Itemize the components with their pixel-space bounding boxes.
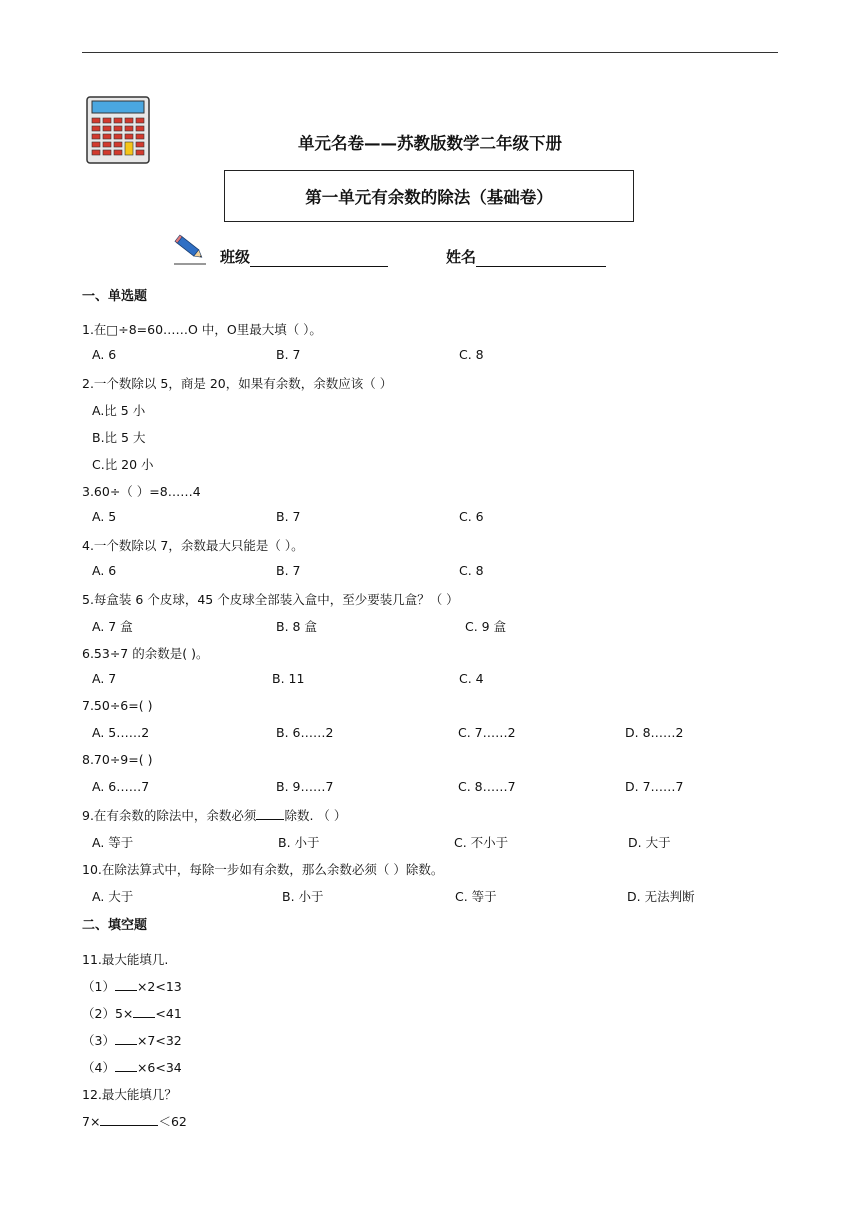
pencil-icon	[172, 232, 208, 266]
section-heading: 二、填空题	[82, 918, 148, 933]
option-b[interactable]: B. 7	[276, 563, 301, 578]
option-a[interactable]: A.比 5 小	[92, 403, 146, 418]
sub-question	[82, 1058, 182, 1076]
answer-blank[interactable]	[133, 1007, 155, 1018]
question-text: 11.最大能填几.	[82, 952, 169, 967]
option-b[interactable]: B. 11	[272, 671, 305, 686]
sub-question-label: （2）5×	[82, 1006, 134, 1021]
question-text: 4.一个数除以 7，余数最大只能是（ ）。	[82, 538, 304, 553]
answer-blank[interactable]	[256, 809, 284, 820]
option-d[interactable]: D. 8……2	[625, 725, 684, 740]
page-subtitle: 第一单元有余数的除法（基础卷）	[224, 170, 634, 222]
option-c[interactable]: C. 8	[459, 563, 484, 578]
option-c[interactable]: C. 4	[459, 671, 484, 686]
option-b[interactable]: B. 9……7	[276, 779, 334, 794]
option-a[interactable]: A. 6	[92, 563, 117, 578]
sub-question-label: 7×	[82, 1114, 101, 1129]
option-c[interactable]: C. 不小于	[454, 835, 509, 850]
question-text: 1.在□÷8=60……O 中，O里最大填（ ）。	[82, 322, 322, 337]
question-text	[82, 806, 346, 824]
question-text: 7.50÷6=( )	[82, 698, 153, 713]
question-text: 5.每盒装 6 个皮球，45 个皮球全部装入盒中，至少要装几盒？（ ）	[82, 592, 459, 607]
option-b[interactable]: B.比 5 大	[92, 430, 146, 445]
question-text-part: 9.在有余数的除法中，余数必须	[82, 808, 257, 823]
option-a[interactable]: A. 6	[92, 347, 117, 362]
option-a[interactable]: A. 7 盒	[92, 619, 133, 634]
sub-question-label: （4）	[82, 1060, 115, 1075]
class-label: 班级	[220, 248, 251, 266]
sub-question	[82, 1112, 187, 1130]
sub-question-label: （3）	[82, 1033, 115, 1048]
sub-question-expr: ×7<32	[136, 1033, 182, 1048]
option-c[interactable]: C. 7……2	[458, 725, 516, 740]
option-a[interactable]: A. 大于	[92, 889, 134, 904]
question-text: 8.70÷9=( )	[82, 752, 153, 767]
name-input-line[interactable]	[476, 250, 606, 267]
option-a[interactable]: A. 7	[92, 671, 117, 686]
option-c[interactable]: C. 8……7	[458, 779, 516, 794]
section-heading: 一、单选题	[82, 289, 148, 304]
question-text: 6.53÷7 的余数是( )。	[82, 646, 209, 661]
option-c[interactable]: C. 等于	[455, 889, 497, 904]
option-b[interactable]: B. 小于	[278, 835, 320, 850]
class-field	[220, 246, 388, 267]
sub-question-expr: ×2<13	[136, 979, 182, 994]
option-a[interactable]: A. 5……2	[92, 725, 150, 740]
answer-blank[interactable]	[115, 1034, 137, 1045]
option-c[interactable]: C. 6	[459, 509, 484, 524]
sub-question-expr: <41	[155, 1006, 182, 1021]
sub-question-label: （1）	[82, 979, 115, 994]
question-text: 2.一个数除以 5，商是 20，如果有余数，余数应该（ ）	[82, 376, 393, 391]
name-label: 姓名	[446, 248, 477, 266]
name-field	[446, 246, 606, 267]
question-text-part: 除数. （ ）	[284, 808, 347, 823]
option-c[interactable]: C. 9 盒	[465, 619, 507, 634]
option-b[interactable]: B. 6……2	[276, 725, 334, 740]
class-input-line[interactable]	[250, 250, 388, 267]
option-b[interactable]: B. 7	[276, 509, 301, 524]
question-text: 10.在除法算式中，每除一步如有余数，那么余数必须（ ）除数。	[82, 862, 444, 877]
question-text: 3.60÷（ ）=8……4	[82, 484, 201, 499]
option-b[interactable]: B. 8 盒	[276, 619, 317, 634]
sub-question	[82, 1031, 182, 1049]
option-c[interactable]: C. 8	[459, 347, 484, 362]
answer-blank[interactable]	[115, 1061, 137, 1072]
top-rule	[82, 52, 778, 53]
question-text: 12.最大能填几？	[82, 1087, 177, 1102]
option-d[interactable]: D. 无法判断	[627, 889, 695, 904]
sub-question-expr: ×6<34	[136, 1060, 182, 1075]
page-title: 单元名卷——苏教版数学二年级下册	[298, 134, 562, 153]
sub-question	[82, 977, 182, 995]
answer-blank[interactable]	[115, 980, 137, 991]
answer-blank[interactable]	[100, 1115, 158, 1126]
sub-question	[82, 1004, 182, 1022]
option-d[interactable]: D. 7……7	[625, 779, 684, 794]
option-b[interactable]: B. 7	[276, 347, 301, 362]
option-a[interactable]: A. 等于	[92, 835, 134, 850]
option-b[interactable]: B. 小于	[282, 889, 324, 904]
option-d[interactable]: D. 大于	[628, 835, 671, 850]
option-a[interactable]: A. 6……7	[92, 779, 150, 794]
option-c[interactable]: C.比 20 小	[92, 457, 154, 472]
sub-question-expr: ＜62	[158, 1114, 187, 1129]
option-a[interactable]: A. 5	[92, 509, 117, 524]
